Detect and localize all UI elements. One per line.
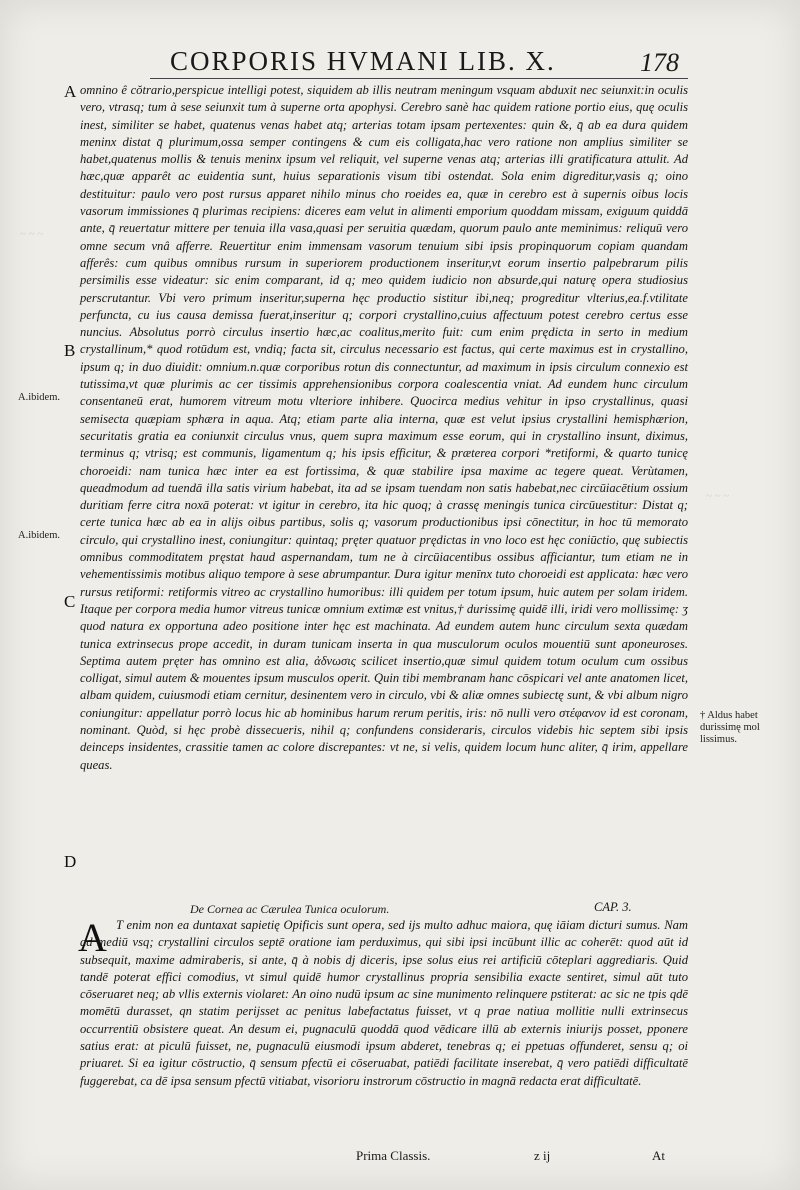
header-rule — [150, 78, 688, 79]
signature-line: Prima Classis. — [356, 1148, 431, 1163]
catchword: At — [652, 1148, 665, 1163]
section-letter-b: B — [64, 341, 76, 360]
bleed-through-mark: ~ ~ ~ — [706, 490, 730, 502]
margin-note-aldus: † Aldus habet durissimę mol lissimus. — [700, 710, 760, 745]
sheet-mark: z ij — [534, 1148, 551, 1163]
chapter-drop-cap: A — [78, 915, 107, 960]
section-letter-a: A — [64, 82, 77, 101]
running-head: CORPORIS HVMANI LIB. X. — [170, 46, 556, 76]
chapter-text: T enim non ea duntaxat sapietię Opificis sunt opera, sed ijs multo adhuc maiora, quę iāiam dicturi sumus. Nam ad mediū vsq; crystallini circulos septē oratione iam perduximus, qui sibi ipsi incūbunt illic ac coherēt: quod aūt id subsequit, maxime admiraberis, si ante, q̄ à nobis dj diceris, ipse solus eius rei artificiū cōteplari aggrediaris. Quid tandē poterat effici comodius, vt simul quidē humor crystallinus propria sensibilia exacte sentiret, simul aūt tuto cōseruaret neq; ab vllis externis violaret: An oino nudū ipsum ac sine munimento relinquere pstiterat: ac sic ne tpis qdē momētū durasset, qn statim perijsset ac penitus labefactatus fuisset, vt q prae natiua mollitie nulli extrinsecus occurrentiū obsistere queat. An desum ei, pugnaculū quoddā quod vēdicare illū ab externis iniurijs posset, pponere satius erat: at piculū fuisset, ne, pugnaculū eiusmodi ipsum abderet, tenebras q; ei ppetuas offunderet, sensu q; oi priuaret. Si ea igitur cōstructio, q̄ sensum pfectū ei cōseruabat, patiēdi facilitate inserebat, q̄ vero patiēdi difficultatē fuggerebat, ca dē ipsa sensum pfectū vitiabat, visorioru instrorum cōstructio in magnā redacta erat difficultatē. — [80, 918, 688, 1088]
margin-note-ibidem-1: A.ibidem. — [18, 392, 60, 403]
chapter-title: De Cornea ac Cærulea Tunica oculorum. — [190, 902, 390, 916]
page-number: 178 — [640, 48, 679, 77]
margin-note-ibidem-2: A.ibidem. — [18, 530, 60, 541]
main-text — [80, 82, 688, 774]
section-letter-d: D — [64, 852, 77, 871]
section-letter-c: C — [64, 592, 76, 611]
main-paragraph: omnino ê cŏtrario,perspicue intelligi potest, siquidem ab illis neutram meningum vsquam abduxit nec seiunxit:in oculis vero, vtrasq; tum à sese seiunxit tum à superne orta apophysi. Cerebro sanè hac quidem ratione portio eius, quę oculis inest, similiter se habet, quatenus venas habet atq; arterias totam ipsam pertexentes: quin &, q̄ ab ea dura quidem meninx distat q̄ plurimum,ossa semper contingens & cum eis colligata,hac vero ratione non amplius similiter se habet,quatenus mollis & tenuis meninx ipsum vel reliquit, vel superne venas atq; arterias illi gratificatura attulit. Ad hæc,quæ apparêt ac euidentia sunt, huius separationis visum tibi ostendat. Sola enim digreditur,vasis q; oino destituitur: paulo vero post rursus apparet nihilo minus cho roeides ea, quæ in cerebro est à supernis oibus locis vasorum immissiones q̄ plurimas recipiens: diceres eam velut in alimenti emporium quoddam missam, exiguum quiddā ante, q̄ reuertatur mittere per tenuia illa vasa,quasi per seruitia quædam, quorum paulo ante meminimus: reliquū vero omne secum vnâ afferre. Reuertitur enim immensam vasorum tenuium sibi ipsis propinquorum copiam quandam afferês: cum quibus omnibus rursum in superiorem productionem inseritur,vt eorum insertio palpebrarum pilis persimilis esse videatur: sic enim comparant, id q; meo quidem iudicio non absurde,qui naturę opera studiosius perscrutantur. Vbi vero primum inseritur,superna hęc productio sistitur ibi,neq; progreditur vlterius,ea.f.vtilitate perfuncta, cu ius causa demissa fuerat,inseritur q; corpori crystallino,cuius affectuum potest cerebro certus esse nuncius. Absolutus porrò circulus insertio hæc,ac coalitus,merito fuit: cum enim prędicta in serto in medium crystallinum,* quod rotūdum est, vndiq; facta sit, circulus necessario est factus, qui certe maximus est in crystallino, ipsum q; in duo diuidit: omnium.n.quæ corporibus rotun dis connectuntur, ad maximum in ipsis circulum connexio est tutissima,vt quæ plurimis ac cer tissimis apprehensionibus corpora coalescentia vniat. Ad eundem hunc circulum consentaneū erat, humorem vitreum motu vlteriore inhibere. Quocirca medius vehitur in ipso crystallinus, quasi semisecta quæpiam sphæra in aqua. Atq; etiam parte alia interna, quæ est velut ipsius crystallini hemisphærion, securitatis gratia ea coniunxit circulus vnus, quem supra maximum esse eorum, qui in crystallino insunt, diximus, terminus q; vtrisq; est communis, ligamentum q; his ipsis efficitur, & præterea corpori *retiformi, & quarto tunicę choroeidi: nam tunica hæc inter ea est fortissima, & quæ stabilire ipsa maxime ac tegere queat. Verùtamen, queadmodum ad tuendā illa satis virium habebat, ita ad se ipsam tuendam non satis habebat,nec circūiacētium ossium duritiam ferre citra noxā poterat: vt igitur in cerebro, ita hic quoq; à crassę meningis tunica circūuestitur: Distat q; certe tunica hæc ab ea in alijs oibus partibus, solis q; vasorum productionibus ipsi cōnectitur, in hoc tū memorato circulo, qui crystallino inest, coniungitur: quintaq; pręter quatuor prędictas in vno loco est hęc coniūctio, quę subiectis omnibus commoditatem pręstat haud aspernandam, tum ne à circūiacentibus ossibus afficiantur, tum etiam ne in vehementissimis motibus aliquo tempore à sese abrumpantur. Dura igitur menīnx tuto choroeidi est applicata: hæc vero rursus retiformi: retiformis vitreo ac crystallino humoribus: illi quidem per totum ipsum, huic autem per solam iridem. Itaque per corpora media humor vitreus tunicæ omnium extimæ est vnitus,† durissimę quidē illi, iridi vero mollissimę: ʒ quod natura ex opportuna adeo positione inter hęc est machinata. Ad eundem autem hunc circulum sexta quædam tunica extrinsecus prope accedit, in duram tunicam inserta in qua musculorum oculos mouentiū sunt aponeuroses. Septima autem pręter has omnino est alia, ἀδνωσις scilicet insertio,quæ simul quidem totum oculum cum ossibus colligat, simul autem & mouentes ipsum musculos operit. Quin tibi membranam hanc cōspicari vel ante anatomen licet, albam quidem, cuiusmodi etiam cernitur, desinentem vero in circulo, vbi & aliæ omnes subiectę sunt, & vbi album nigro coniungitur: appellatur porrò locus hic ab hominibus harum rerum peritis, iris: nō nulli vero στέφανον id est coronam, nominant. Quòd, si hęc probè dissecueris, nihil q; confundens consideraris, circulos videbis hic septem sibi ipsis deinceps insidentes, crassitie tamen ac colore discrepantes: vt ne, si velis, quidem locum hunc aliter, q̄ irim, appellare queas. — [80, 83, 688, 772]
chapter-label: CAP. 3. — [594, 900, 632, 914]
bleed-through-mark: ~ ~ ~ — [20, 228, 44, 240]
